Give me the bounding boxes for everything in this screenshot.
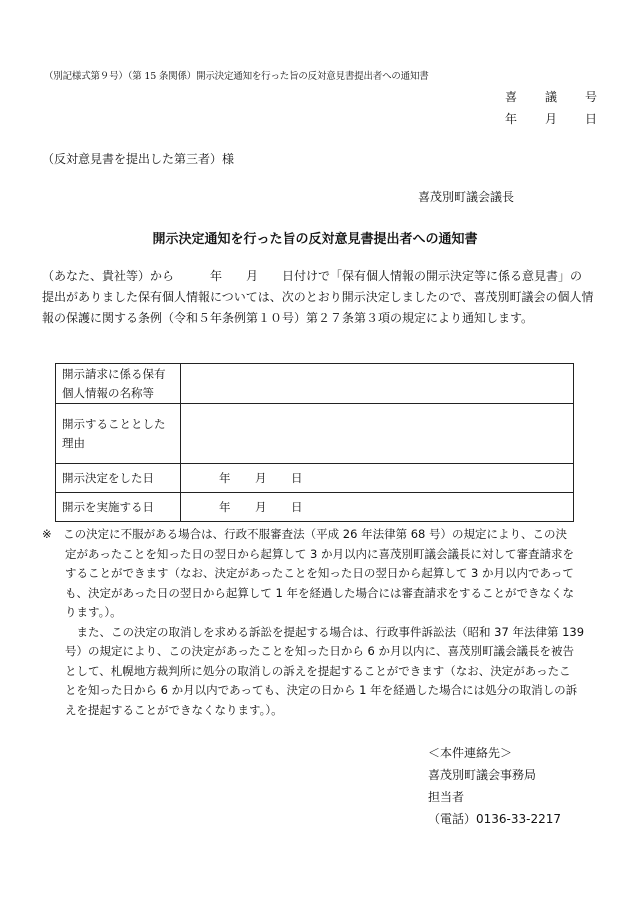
- table-row: [56, 493, 574, 522]
- note-line: また、この決定の取消しを求める訴訟を提起する場合は、行政事件訴訟法（昭和 37 年法律第 139: [42, 624, 585, 639]
- date-month: 月: [255, 471, 267, 485]
- decision-date-value: [181, 464, 574, 493]
- date-year: 年: [219, 500, 231, 514]
- label-line: 開示することとした: [62, 416, 166, 431]
- contact-info: [428, 742, 561, 830]
- document-date: [505, 110, 597, 127]
- table-row: [56, 364, 574, 404]
- doc-number-prefix: 喜: [505, 90, 518, 104]
- label-line: 開示請求に係る保有: [62, 366, 166, 381]
- note-line: ※ この決定に不服がある場合は、行政不服審査法（平成 26 年法律第 68 号）の規定により、この決: [42, 527, 568, 541]
- label-line: 理由: [62, 435, 85, 450]
- contact-phone: （電話）0136-33-2217: [428, 812, 562, 826]
- note-line: も、決定があった日の翌日から起算して 1 年を経過した場合には審査請求をすることができなくな: [42, 585, 575, 600]
- date-month: 月: [255, 500, 267, 514]
- info-name-value: [181, 364, 574, 404]
- doc-number-category: 議: [545, 90, 558, 104]
- doc-number-suffix: 号: [585, 90, 598, 104]
- doc-date-day: 日: [585, 112, 598, 126]
- body-paragraph: [42, 266, 594, 329]
- reason-value: [181, 404, 574, 464]
- note-line: 定があったことを知った日の翌日から起算して 3 か月以内に喜茂別町議会議長に対して審査請求を: [42, 546, 575, 561]
- form-reference-note: （別記様式第９号）（第 15 条関係）開示決定通知を行った旨の反対意見書提出者への通知書: [44, 71, 429, 82]
- note-line: とを知った日から 6 か月以内であっても、決定の日から 1 年を経過した場合には処分の取消しの訴: [42, 683, 578, 697]
- date-day: 日: [291, 471, 303, 485]
- note-line: ります。）。: [42, 605, 122, 619]
- decision-date-label: 開示決定をした日: [56, 464, 181, 493]
- disclosure-info-table: [55, 363, 574, 522]
- implementation-date-label: 開示を実施する日: [56, 493, 181, 522]
- contact-person: 担当者: [428, 790, 465, 804]
- date-year: 年: [219, 471, 231, 485]
- contact-heading: ＜本件連絡先＞: [428, 746, 513, 760]
- body-line: 提出がありました保有個人情報については、次のとおり開示決定しましたので、喜茂別町議会の個人情: [42, 290, 594, 304]
- note-line: として、札幌地方裁判所に処分の取消しの訴えを提起することができます（なお、決定があったこ: [42, 663, 571, 678]
- info-name-label: [56, 364, 181, 404]
- contact-office: 喜茂別町議会事務局: [428, 768, 537, 782]
- doc-date-year: 年: [505, 112, 518, 126]
- document-number: [505, 88, 597, 105]
- appeal-notes: [42, 525, 602, 720]
- document-title: 開示決定通知を行った旨の反対意見書提出者への通知書: [152, 232, 478, 247]
- body-line: （あなた、貴社等）から 年 月 日付けで「保有個人情報の開示決定等に係る意見書」の: [42, 269, 583, 283]
- reason-label: [56, 404, 181, 464]
- date-day: 日: [291, 500, 303, 514]
- body-line: 報の保護に関する条例（令和５年条例第１０号）第２７条第３項の規定により通知します。: [42, 311, 534, 325]
- table-row: [56, 404, 574, 464]
- addressee: （反対意見書を提出した第三者）様: [42, 152, 235, 166]
- note-line: することができます（なお、決定があったことを知った日の翌日から起算して 3 か月以内であって: [42, 566, 574, 580]
- implementation-date-value: [181, 493, 574, 522]
- note-line: 号）の規定により、この決定があったことを知った日から 6 か月以内に、喜茂別町議会議長を被告: [42, 644, 575, 658]
- label-line: 個人情報の名称等: [62, 385, 154, 400]
- doc-date-month: 月: [545, 112, 558, 126]
- note-line: えを提起することができなくなります。）。: [42, 702, 283, 717]
- sender: 喜茂別町議会議長: [418, 190, 515, 204]
- table-row: [56, 464, 574, 493]
